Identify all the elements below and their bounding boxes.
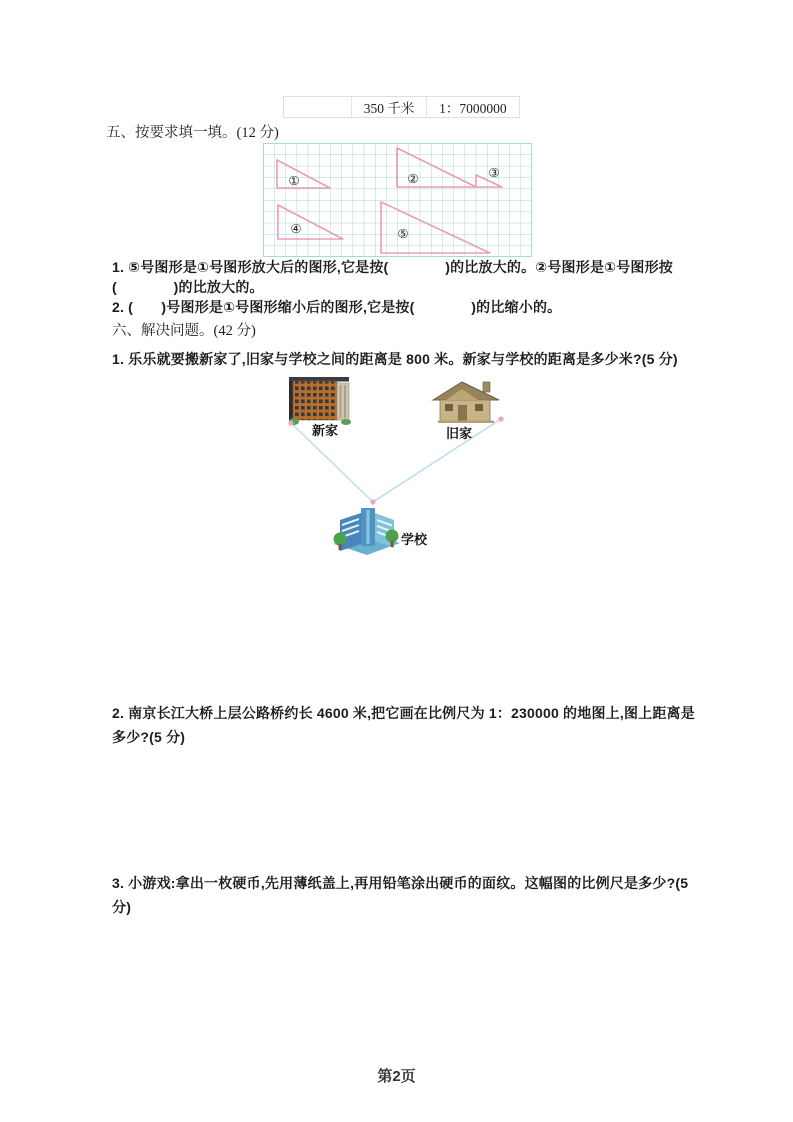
- question-5-2: 2. ( )号图形是①号图形缩小后的图形,它是按( )的比缩小的。: [112, 299, 562, 315]
- scale-table-cell-distance: 350 千米: [352, 97, 426, 117]
- question-6-2-line1: 2. 南京长江大桥上层公路桥约长 4600 米,把它画在比例尺为 1：230000 的地图上,图上距离是: [112, 705, 695, 721]
- old-home-house: [433, 382, 499, 423]
- question-6-3-line1: 3. 小游戏:拿出一枚硬币,先用薄纸盖上,再用铅笔涂出硬币的面纹。这幅图的比例尺是多少?(5: [112, 875, 689, 891]
- page-number: 第2页: [377, 1068, 416, 1085]
- triangle-2-label: ②: [407, 171, 419, 186]
- grid-figure: [263, 143, 532, 257]
- triangle-1-label: ①: [288, 173, 300, 188]
- question-5-1-line2: ( )的比放大的。: [112, 279, 264, 295]
- school-building: [334, 508, 401, 555]
- distance-diagram: [270, 372, 530, 562]
- scale-table-cell-empty: [284, 97, 352, 117]
- new-home-label: 新家: [312, 423, 339, 438]
- section-five-heading: 五、按要求填一填。(12 分): [106, 125, 279, 141]
- school-label: 学校: [401, 532, 428, 547]
- question-6-2-line2: 多少?(5 分): [112, 729, 186, 745]
- triangle-5-label: ⑤: [397, 226, 409, 241]
- scale-table-cell-ratio: 1：7000000: [439, 101, 507, 116]
- scale-table: [283, 96, 520, 118]
- triangle-3-label: ③: [488, 165, 500, 180]
- triangle-4-label: ④: [290, 221, 302, 236]
- question-6-1: 1. 乐乐就要搬新家了,旧家与学校之间的距离是 800 米。新家与学校的距离是多少米?(5 分): [112, 351, 678, 367]
- old-home-label: 旧家: [446, 426, 473, 441]
- question-6-3-line2: 分): [112, 899, 132, 915]
- new-home-building: [289, 377, 351, 425]
- section-six-heading: 六、解决问题。(42 分): [112, 323, 256, 339]
- question-5-1-line1: 1. ⑤号图形是①号图形放大后的图形,它是按( )的比放大的。②号图形是①号图形按: [112, 259, 673, 275]
